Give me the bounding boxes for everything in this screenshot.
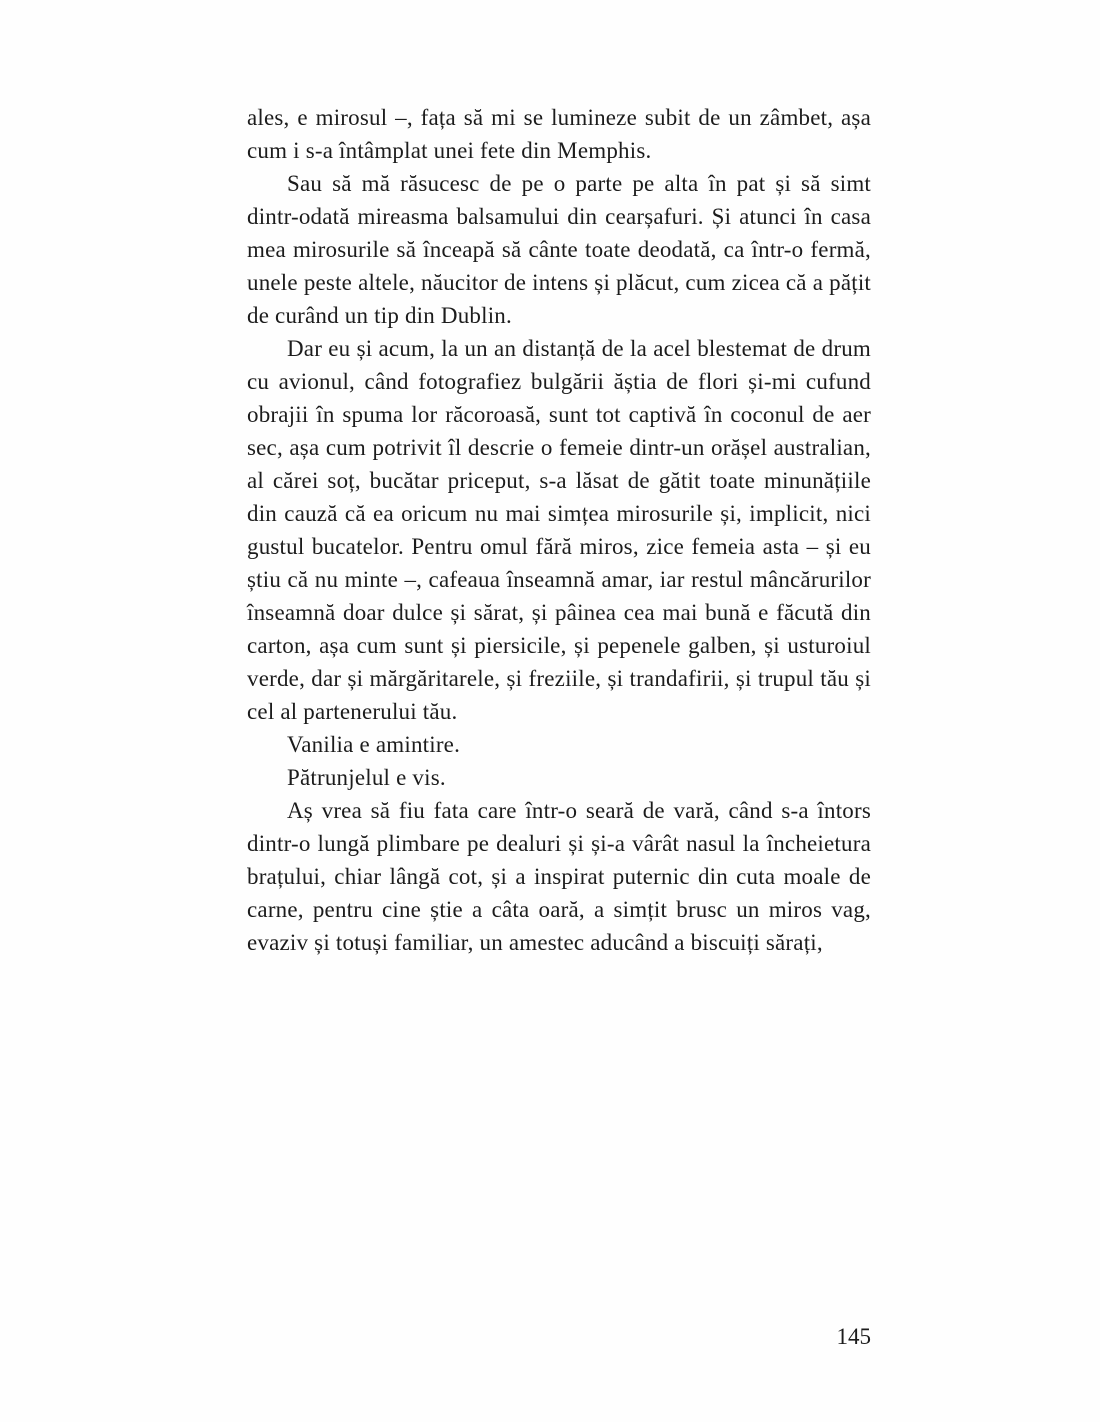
paragraph: Sau să mă răsucesc de pe o parte pe alta în pat și să simt dintr-odată mireasma balsamului din cearșafuri. Și atunci în casa mea mirosurile să înceapă să cânte toate deodată, ca într-o fermă, unele peste altele, năucitor de intens și plăcut, cum zicea că a pățit de curând un tip din Dublin. xyxy=(247,171,871,328)
page-number: 145 xyxy=(836,1324,871,1349)
text-block xyxy=(247,101,871,959)
paragraph: Vanilia e amintire. xyxy=(287,732,461,757)
paragraph: Pătrunjelul e vis. xyxy=(287,765,446,790)
paragraph: ales, e mirosul –, fața să mi se lumineze subit de un zâmbet, așa cum i s-a întâmplat unei fete din Memphis. xyxy=(247,105,871,163)
paragraph: Aș vrea să fiu fata care într-o seară de vară, când s-a întors dintr-o lungă plimbare pe dealuri și și-a vârât nasul la încheietura brațului, chiar lângă cot, și a inspirat puternic din cuta moale de carne, pentru cine știe a câta oară, a simțit brusc un miros vag, evaziv și totuși familiar, un amestec aducând a biscuiți sărați, xyxy=(247,798,871,955)
paragraph: Dar eu și acum, la un an distanță de la acel blestemat de drum cu avionul, când fotografiez bulgării ăștia de flori și-mi cufund obrajii în spuma lor răcoroasă, sunt tot captivă în coconul de aer sec, așa cum potrivit îl descrie o femeie dintr-un orășel australian, al cărei soț, bucătar priceput, s-a lăsat de gătit toate minunățiile din cauză că ea oricum nu mai simțea mirosurile și, implicit, nici gustul bucatelor. Pentru omul fără miros, zice femeia asta – și eu știu că nu minte –, cafeaua înseamnă amar, iar restul mâncărurilor înseamnă doar dulce și sărat, și pâinea cea mai bună e făcută din carton, așa cum sunt și piersicile, și pepenele galben, și usturoiul verde, dar și mărgăritarele, și freziile, și trandafirii, și trupul tău și cel al partenerului tău. xyxy=(247,336,871,724)
